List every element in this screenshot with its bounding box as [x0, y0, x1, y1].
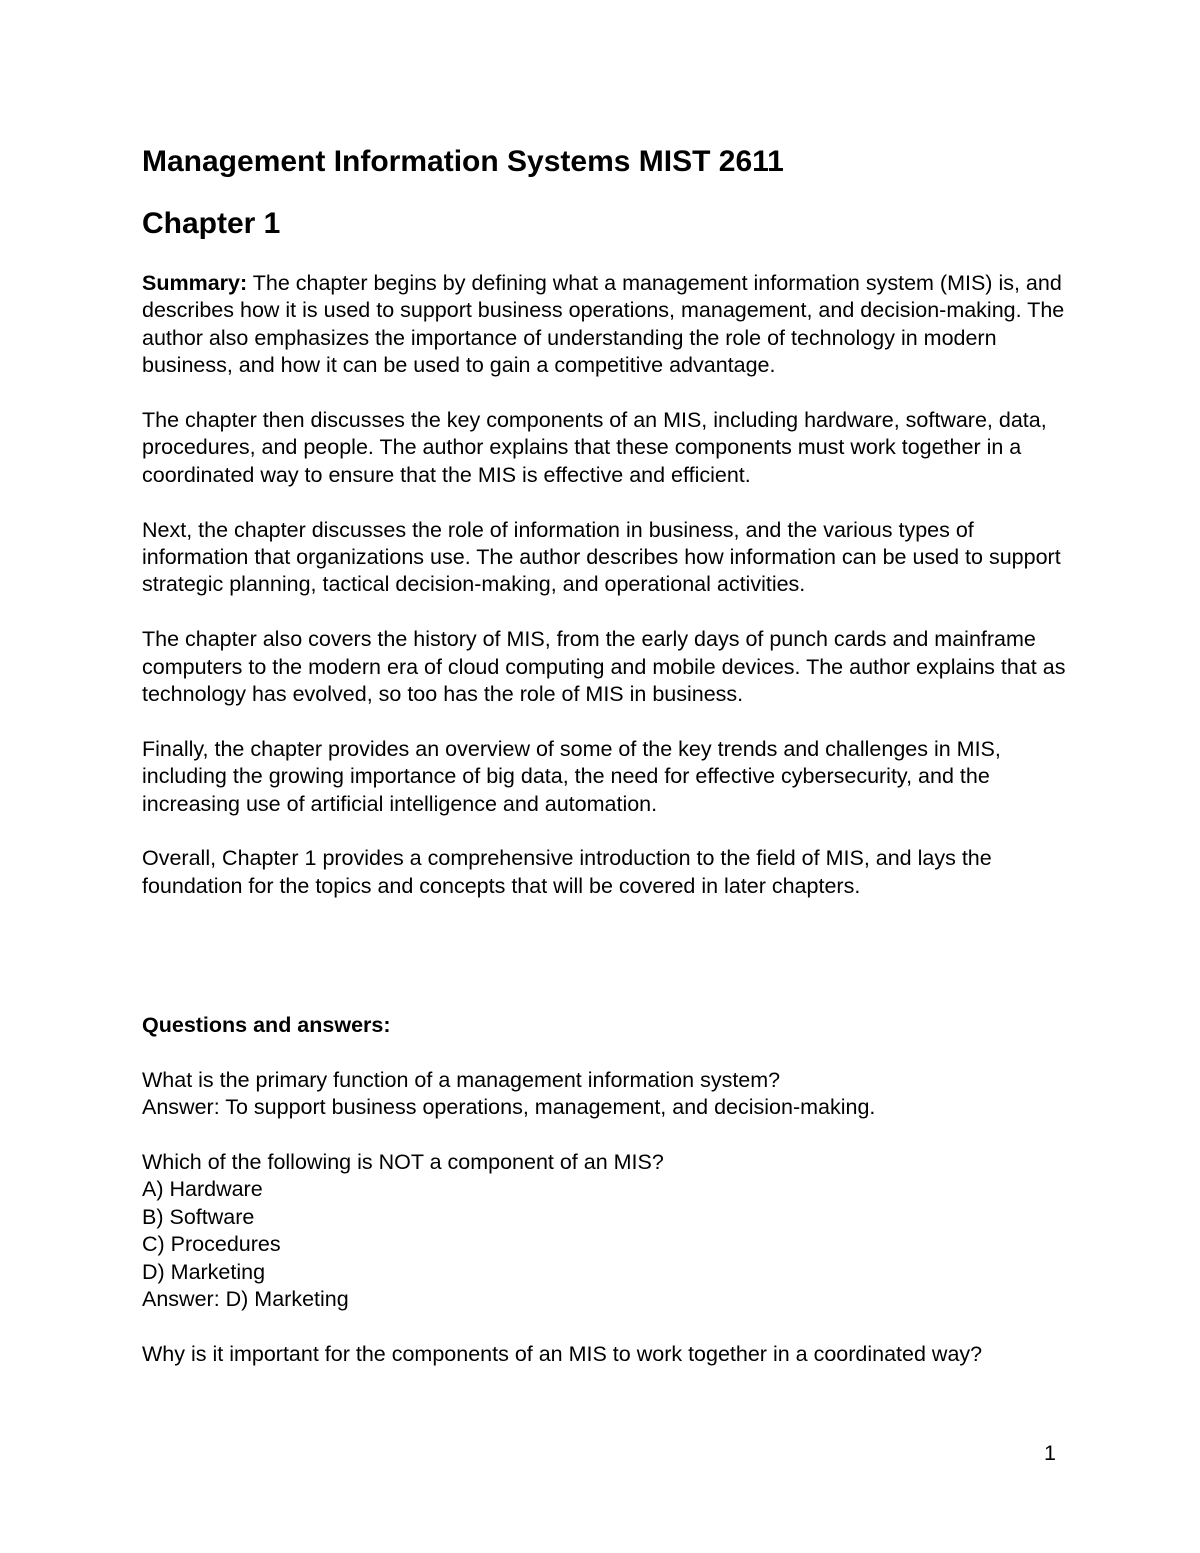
qa-heading: Questions and answers: — [142, 1013, 391, 1037]
page-number: 1 — [1044, 1441, 1056, 1465]
question-1: What is the primary function of a management information system? — [142, 1067, 781, 1092]
paragraph-history: The chapter also covers the history of MIS, from the early days of punch cards and mainframe computers to the modern era of cloud computing and mobile devices. The author explains that as technology has evolved, so too has the role of MIS in business. — [142, 627, 1066, 707]
document-title: Management Information Systems MIST 2611 — [142, 145, 784, 178]
option-a: A) Hardware — [142, 1177, 263, 1202]
paragraph-information: Next, the chapter discusses the role of information in business, and the various types of information that organizations use. The author describes how information can be used to support strategic planning, tactical decision-making, and operational activities. — [142, 517, 1061, 597]
paragraph-trends: Finally, the chapter provides an overview of some of the key trends and challenges in MIS, including the growing importance of big data, the need for effective cybersecurity, and the increasing use of artificial intelligence and automation. — [142, 736, 1001, 816]
summary-label: Summary: — [142, 271, 248, 295]
answer-1: Answer: To support business operations, management, and decision-making. — [142, 1095, 876, 1120]
summary-section — [142, 270, 1072, 928]
question-3: Why is it important for the components of an MIS to work together in a coordinated way? — [142, 1341, 983, 1366]
question-2: Which of the following is NOT a component of an MIS? — [142, 1150, 664, 1174]
paragraph-overall: Overall, Chapter 1 provides a comprehensive introduction to the field of MIS, and lays the foundation for the topics and concepts that will be covered in later chapters. — [142, 846, 992, 898]
summary-paragraph — [142, 270, 1072, 380]
answer-2: Answer: D) Marketing — [142, 1287, 349, 1312]
option-c: C) Procedures — [142, 1232, 281, 1257]
option-d: D) Marketing — [142, 1259, 266, 1284]
chapter-heading: Chapter 1 — [142, 207, 281, 240]
qa-section — [142, 1012, 1072, 1396]
question-block-2 — [142, 1149, 1072, 1313]
question-block-3 — [142, 1341, 1072, 1368]
option-b: B) Software — [142, 1204, 255, 1229]
question-block-1 — [142, 1067, 1072, 1122]
summary-text: The chapter begins by defining what a management information system (MIS) is, and describes how it is used to support business operations, management, and decision-making. The author also emphasizes the importance of understanding the role of technology in modern business, and how it can be used to gain a competitive advantage. — [142, 271, 1065, 378]
paragraph-components: The chapter then discusses the key components of an MIS, including hardware, software, data, procedures, and people. The author explains that these components must work together in a coordinated way to ensure that the MIS is effective and efficient. — [142, 408, 1047, 487]
